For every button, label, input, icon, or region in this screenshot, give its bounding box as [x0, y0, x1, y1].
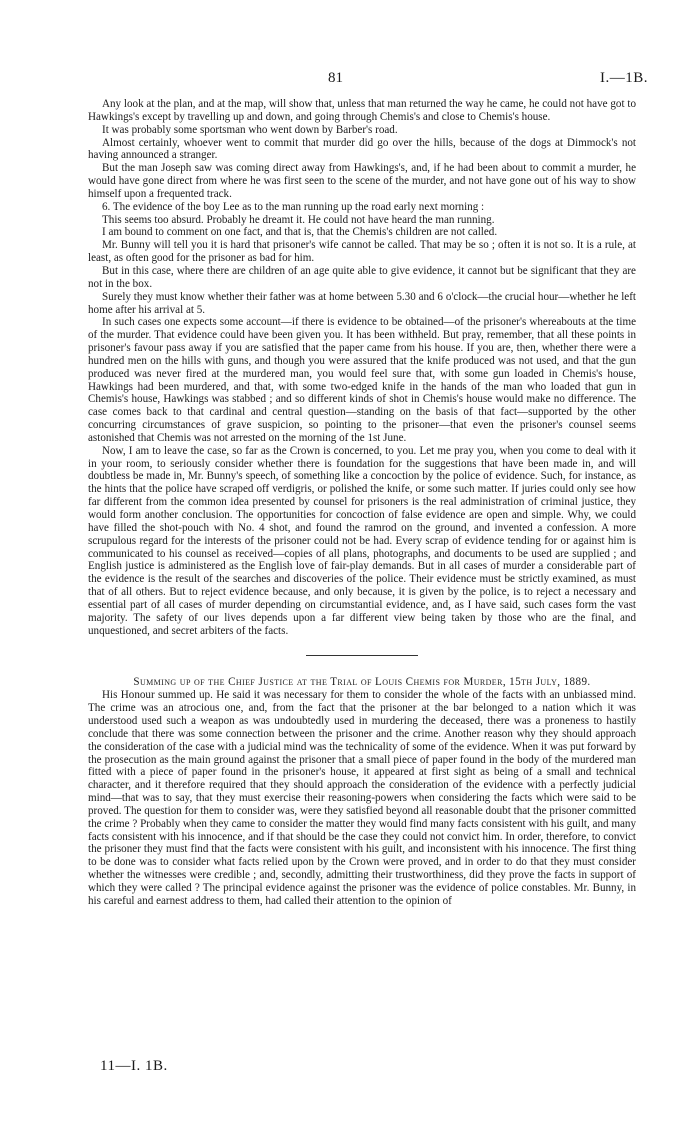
page-number: 81 — [328, 70, 343, 86]
page-header — [0, 70, 700, 94]
paragraph: In such cases one expects some account—if there is evidence to be obtained—of the prisoner's whereabouts at the time of the murder. That evidence could have been given you. It has been withheld. But pray, remember, that all these points in prisoner's favour pass away if you are satisfied that the paper came from his house. If you are, then, whether there were a hundred men on the hills with guns, and though you were assured that the knife produced was not used, and that the gun produced was never fired at the murdered man, you would feel sure that, with some gun loaded in Chemis's house, Hawkings had been murdered, and that, with some two-edged knife in the hands of the man who loaded that gun in Chemis's house, Hawkings was stabbed ; and so different kinds of shot in Chemis's house would make no difference. The case comes back to that cardinal and central question—standing on the basis of that fact—supported by the other concurring circumstances of grave suspicion, so pointing to the prisoner—that even the prisoner's counsel seems astonished that Chemis was not arrested on the morning of the 1st June. — [88, 316, 636, 444]
paragraph: This seems too absurd. Probably he dreamt it. He could not have heard the man running. — [102, 213, 495, 226]
paragraph: Now, I am to leave the case, so far as the Crown is concerned, to you. Let me pray you, when you come to deal with it in your room, to seriously consider whether there is foundation for the suggestions that have been made in, and will doubtless be made in, Mr. Bunny's speech, of something like a concoction by the police of evidence. Such, for instance, as the hints that the police have scraped off verdigris, or polished the knife, or some such matter. If juries could only see how far different from the common idea presented by counsel for prisoners is the real administration of criminal justice, they would form another conclusion. The opportunities for concoction of false evidence are open and simple. Why, we could have filled the shot-pouch with No. 4 shot, and found the ramrod on the ground, and invented a confession. A more scrupulous regard for the interests of the prisoner could not be had. Every scrap of evidence tending for or against him is communicated to his counsel as received—copies of all plans, photographs, and documents to be used are supplied ; and English justice is administered as the English love of fair-play demands. But in all cases of murder a considerable part of the evidence is the result of the searches and discoveries of the police. Their evidence must be strictly examined, as must that of all others. But to reject evidence because, and only because, it is given by the police, is to reject a necessary and essential part of all cases of murder depending on circumstantial evidence, and, as I have said, such cases form the vast majority. The safety of our lives depends upon a far different view being taken by those who are the final, and unquestioned, and secret arbiters of the facts. — [88, 444, 636, 637]
paragraph: His Honour summed up. He said it was necessary for them to consider the whole of the facts with an unbiassed mind. The crime was an atrocious one, and, from the fact that the prisoner at the bar belonged to a nation which it was understood used such a weapon as was undoubtedly used in murdering the deceased, there was a proneness to hastily conclude that there was some connection between the prisoner and the crime. Another reason why they should approach the consideration of the case with a judicial mind was the technicality of some of the evidence. When it was put forward by the prosecution as the main ground against the prisoner that a small piece of paper found in the body of the murdered man fitted with a piece of paper found in the prisoner's house, it appeared at first sight as being of a small and technical character, and it therefore required that they should approach the consideration of the evidence with a perfectly judicial mind—that was to say, that they must exercise their reasoning-powers when considering the facts which were said to be proved. The question for them to consider was, were they satisfied beyond all reasonable doubt that the prisoner committed the crime ? Probably when they came to consider the matter they would find many facts consistent with his guilt, and many facts consistent with his innocence, and if that should be the case they could not convict him. In order, therefore, to convict the prisoner they must find that the facts were consistent with his guilt, and inconsistent with his innocence. The first thing to be done was to consider what facts relied upon by the Crown were proved, and in order to do that they must consider whether the witnesses were credible ; and, secondly, admitting their trustworthiness, did they prove the facts in support of which they were called ? The principal evidence against the prisoner was the evidence of police constables. Mr. Bunny, in his careful and earnest address to them, had called their attention to the opinion of — [88, 689, 636, 907]
document-reference: I.—1B. — [600, 70, 648, 86]
paragraph: Surely they must know whether their father was at home between 5.30 and 6 o'clock—the crucial hour—whether he left home after his arrival at 5. — [88, 290, 636, 316]
paragraph: It was probably some sportsman who went down by Barber's road. — [102, 123, 398, 136]
paragraph: I am bound to comment on one fact, and that is, that the Chemis's children are not called. — [102, 226, 498, 239]
footer-signature: 11—I. 1B. — [100, 1058, 168, 1074]
body-text — [88, 98, 636, 908]
paragraph: Any look at the plan, and at the map, will show that, unless that man returned the way he came, he could not have got to Hawkings's except by travelling up and down, and going through Chemis's and close to Chemis's house. — [88, 98, 636, 123]
paragraph: Mr. Bunny will tell you it is hard that prisoner's wife cannot be called. That may be so ; often it is not so. It is a rule, at least, as often good for the prisoner as bad for him. — [88, 239, 636, 265]
paragraph: 6. The evidence of the boy Lee as to the man running up the road early next morning : — [102, 200, 485, 213]
paragraph: But the man Joseph saw was coming direct away from Hawkings's, and, if he had been about to commit a murder, he would have gone direct from where he was first seen to the scene of the murder, and not have gone out of his way to show himself upon a frequented track. — [88, 162, 636, 200]
paragraph: Almost certainly, whoever went to commit that murder did go over the hills, because of the dogs at Dimmock's not having announced a stranger. — [88, 136, 636, 162]
paragraph: But in this case, where there are children of an age quite able to give evidence, it cannot but be significant that they are not in the box. — [88, 264, 636, 290]
section-heading: Summing up of the Chief Justice at the Trial of Louis Chemis for Murder, 15th July, 1889. — [133, 676, 591, 689]
section-divider — [306, 655, 418, 656]
